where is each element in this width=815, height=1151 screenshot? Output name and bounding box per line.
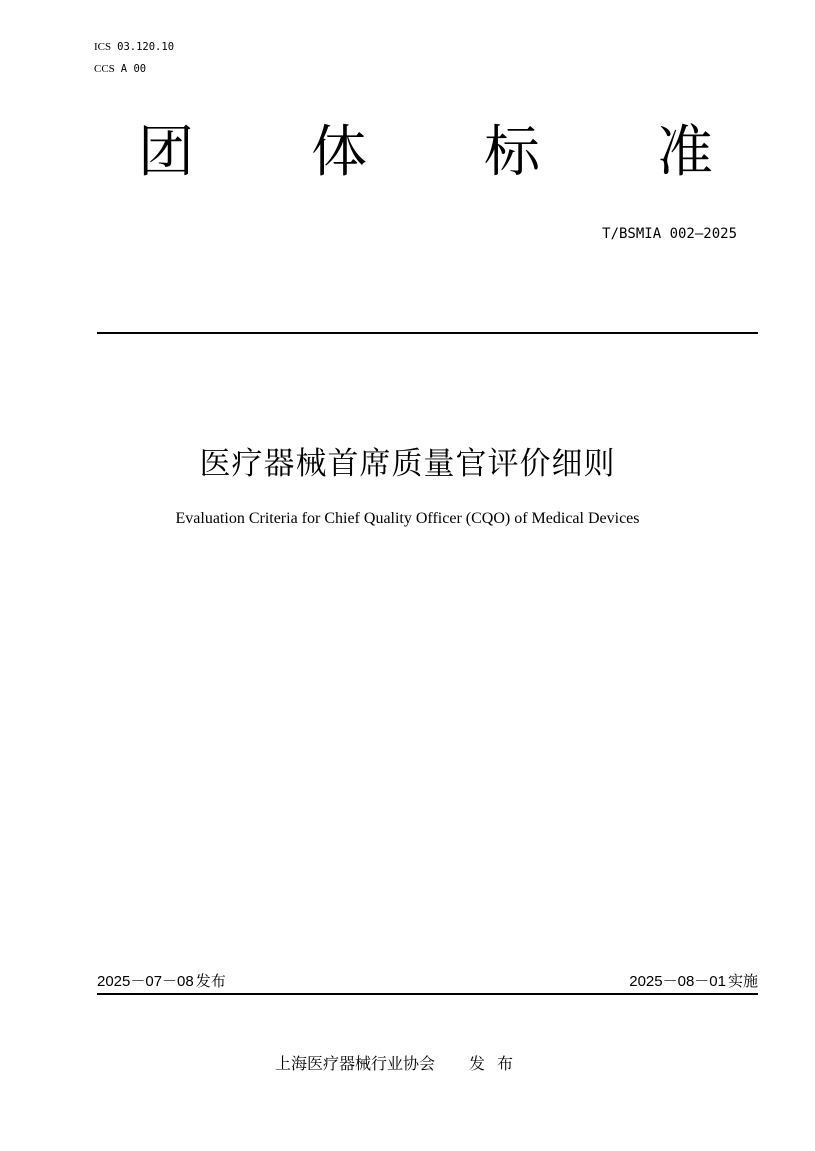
issue-label: 发布 [195, 972, 226, 990]
ccs-code-line [94, 62, 146, 76]
publisher-action: 发布 [469, 1054, 526, 1073]
standard-category-char: 准 [657, 120, 713, 185]
implementation-date: 2025－08－01 [629, 973, 726, 990]
ccs-label: CCS [94, 63, 115, 75]
ccs-value: A 00 [120, 63, 147, 75]
standard-number: T/BSMIA 002—2025 [602, 226, 737, 242]
standard-category-char: 团 [138, 120, 194, 185]
ics-code-line [94, 40, 174, 54]
issue-date-line [97, 971, 226, 992]
implementation-label: 实施 [727, 972, 758, 990]
top-divider [97, 332, 758, 334]
ics-value: 03.120.10 [117, 41, 175, 53]
standard-category-char: 标 [484, 120, 540, 185]
document-title-english: Evaluation Criteria for Chief Quality Officer (CQO) of Medical Devices [175, 510, 640, 527]
issue-date: 2025－07－08 [97, 973, 194, 990]
standard-category-char: 体 [311, 120, 367, 185]
ics-label: ICS [94, 41, 112, 53]
publisher-name: 上海医疗器械行业协会 [275, 1054, 436, 1073]
document-title-chinese: 医疗器械首席质量官评价细则 [199, 446, 616, 482]
bottom-divider [97, 993, 758, 995]
implementation-date-line [629, 971, 758, 992]
publisher-line [275, 1053, 525, 1075]
